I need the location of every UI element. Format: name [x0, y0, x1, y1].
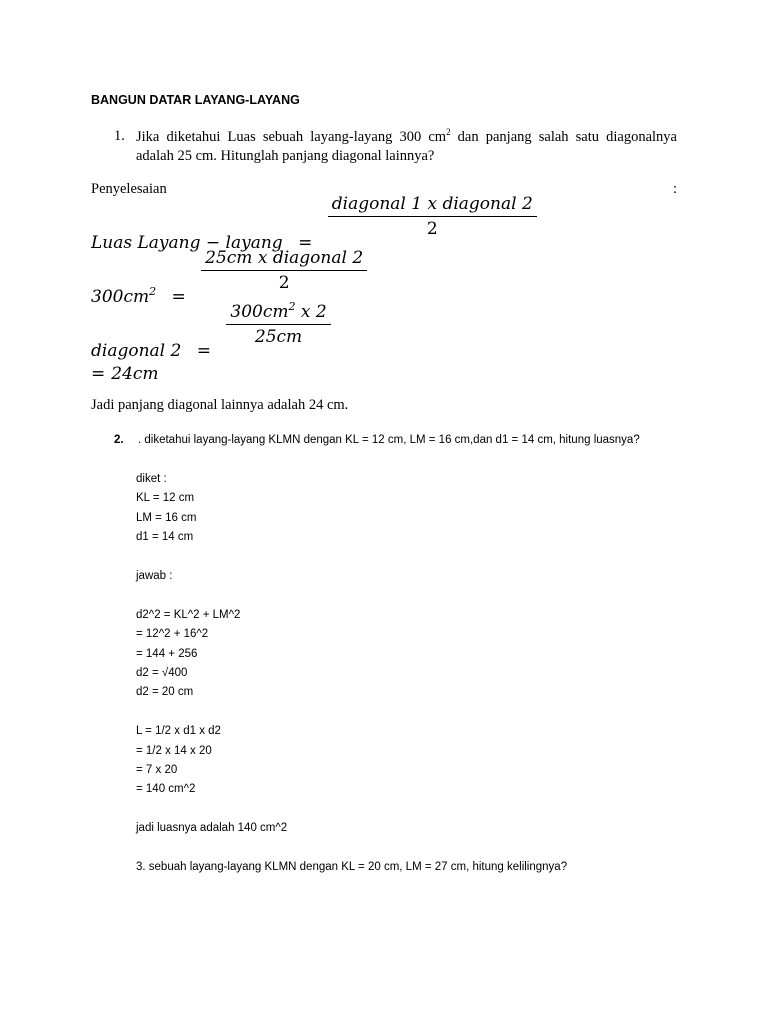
equation-1 — [91, 194, 537, 253]
question-2-text: . diketahui layang-layang KLMN dengan KL = 12 cm, LM = 16 cm,dan d1 = 14 cm, hitung luasnya? — [138, 434, 640, 446]
question-1-answer: Jadi panjang diagonal lainnya adalah 24 cm. — [91, 397, 349, 413]
solution-line: = 140 cm^2 — [136, 783, 196, 796]
solution-line: LM = 16 cm — [136, 511, 197, 524]
eq2-fraction — [201, 248, 367, 293]
solution-line: diket : — [136, 473, 167, 485]
equation-3 — [91, 300, 331, 361]
eq2-equals: = — [171, 287, 186, 307]
eq2-denominator: 2 — [278, 273, 290, 293]
eq1-fraction — [328, 194, 537, 239]
eq2-lhs: $300cm^2$ — [91, 285, 157, 307]
eq3-denominator: 25cm — [254, 327, 303, 347]
eq4-equals: = — [91, 364, 106, 384]
question-1-number: 1. — [114, 128, 125, 144]
solution-label: Penyelesaian — [91, 181, 167, 197]
solution-line: = 144 + 256 — [136, 647, 198, 660]
solution-colon: : — [673, 181, 678, 197]
eq1-lhs: Luas Layang − layang — [91, 233, 283, 253]
equation-4 — [91, 364, 159, 384]
question-2-number: 2. — [114, 434, 124, 446]
solution-line: jawab : — [136, 570, 173, 582]
eq1-numerator: diagonal 1 x diagonal 2 — [328, 194, 537, 217]
solution-line: d2 = 20 cm — [136, 686, 194, 699]
equation-2 — [91, 248, 367, 307]
solution-line: = 7 x 20 — [136, 764, 178, 776]
solution-line: d2 = √400 — [136, 667, 188, 679]
solution-line: = 12^2 + 16^2 — [136, 628, 209, 641]
eq3-equals: = — [196, 341, 211, 361]
question-1-text: Jika diketahui Luas sebuah layang-layang 300 $cm^2$ dan panjang salah satu diagonalnya adalah 25 cm. Hitunglah panjang diagonal lainnya? — [136, 127, 677, 164]
document-title: BANGUN DATAR LAYANG-LAYANG — [91, 93, 300, 107]
eq3-numerator: $300cm^2$ x 2 — [226, 302, 330, 325]
eq3-lhs: diagonal 2 — [91, 341, 182, 361]
solution-line: = 1/2 x 14 x 20 — [136, 744, 212, 757]
eq4-value: 24cm — [111, 364, 159, 384]
solution-line: jadi luasnya adalah 140 cm^2 — [136, 822, 288, 835]
eq1-denominator: 2 — [426, 219, 438, 239]
solution-line: KL = 12 cm — [136, 492, 195, 505]
eq3-fraction — [226, 302, 330, 347]
solution-line: L = 1/2 x d1 x d2 — [136, 725, 221, 738]
solution-line: d1 = 14 cm — [136, 531, 194, 544]
eq1-equals: = — [298, 233, 313, 253]
solution-line: d2^2 = KL^2 + LM^2 — [136, 608, 241, 621]
solution-line: 3. sebuah layang-layang KLMN dengan KL = 20 cm, LM = 27 cm, hitung kelilingnya? — [136, 861, 568, 873]
eq2-numerator: 25cm x diagonal 2 — [201, 248, 367, 271]
